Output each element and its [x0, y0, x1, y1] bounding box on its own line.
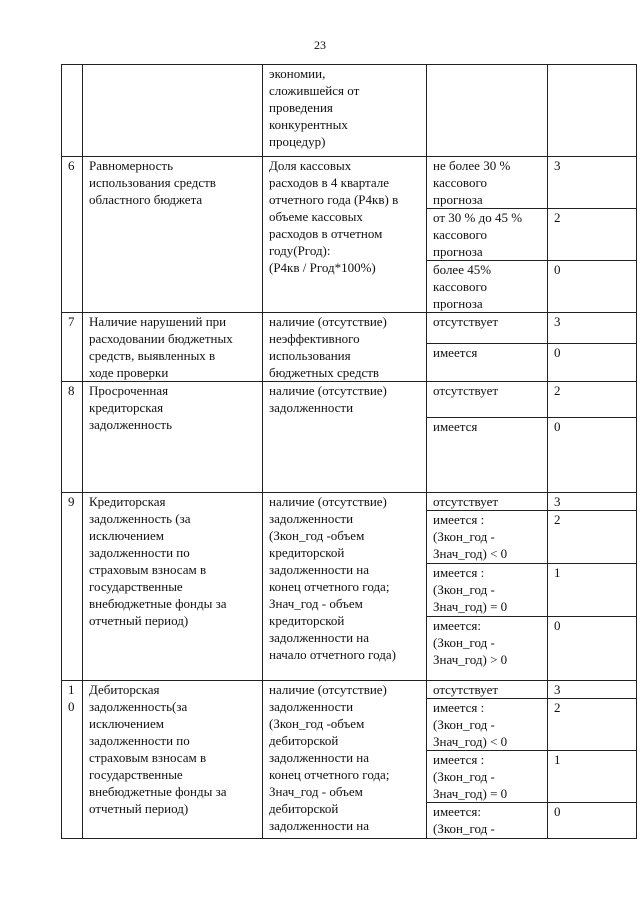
criterion-score: 0 — [548, 261, 637, 313]
criterion-score: 1 — [548, 564, 637, 617]
criterion-text: имеется : (Зкон_год - Знач_год) < 0 — [427, 699, 548, 751]
criterion-text: отсутствует — [427, 681, 548, 699]
criterion-score: 0 — [548, 344, 637, 382]
row-number — [62, 65, 83, 157]
criterion-text: от 30 % до 45 % кассового прогноза — [427, 209, 548, 261]
indicator-name: Кредиторская задолженность (за исключением задолженности по страховым взносам в государственные внебюджетные фонды за отчетный период) — [83, 493, 263, 681]
criterion-score — [548, 65, 637, 157]
criterion-score: 3 — [548, 493, 637, 511]
indicator-name: Равномерность использования средств областного бюджета — [83, 157, 263, 313]
criterion-text: имеется: (Зкон_год - Знач_год) > 0 — [427, 617, 548, 681]
criterion-score: 3 — [548, 157, 637, 209]
indicator-name: Дебиторская задолженность(за исключением задолженности по страховым взносам в государственные внебюджетные фонды за отчетный период) — [83, 681, 263, 839]
row-number: 1 0 — [62, 681, 83, 839]
criterion-score: 3 — [548, 313, 637, 344]
criterion-text: отсутствует — [427, 313, 548, 344]
evaluation-table — [61, 64, 637, 839]
page-number: 23 — [314, 38, 326, 52]
row-number: 9 — [62, 493, 83, 681]
indicator-formula: наличие (отсутствие) задолженности (Зкон_год -объем дебиторской задолженности на конец отчетного года; Знач_год - объем дебиторской задолженности на — [263, 681, 427, 839]
table-row — [62, 382, 637, 418]
criterion-score: 2 — [548, 209, 637, 261]
criterion-score: 2 — [548, 511, 637, 564]
criterion-score: 3 — [548, 681, 637, 699]
criterion-score: 2 — [548, 699, 637, 751]
criterion-text: имеется : (Зкон_год - Знач_год) = 0 — [427, 564, 548, 617]
criterion-text: имеется: (Зкон_год - — [427, 803, 548, 839]
criterion-text: имеется : (Зкон_год - Знач_год) = 0 — [427, 751, 548, 803]
criterion-score: 1 — [548, 751, 637, 803]
indicator-formula: экономии, сложившейся от проведения конкурентных процедур) — [263, 65, 427, 157]
indicator-formula: Доля кассовых расходов в 4 квартале отчетного года (Р4кв) в объеме кассовых расходов в отчетном году(Ргод): (Р4кв / Ргод*100%) — [263, 157, 427, 313]
indicator-formula: наличие (отсутствие) неэффективного использования бюджетных средств — [263, 313, 427, 382]
criterion-text: не более 30 % кассового прогноза — [427, 157, 548, 209]
table-row — [62, 313, 637, 344]
row-number: 6 — [62, 157, 83, 313]
criterion-score: 0 — [548, 803, 637, 839]
table-row — [62, 157, 637, 209]
table-row — [62, 681, 637, 699]
indicator-formula: наличие (отсутствие) задолженности — [263, 382, 427, 493]
criterion-text: более 45% кассового прогноза — [427, 261, 548, 313]
indicator-name — [83, 65, 263, 157]
criterion-text: имеется — [427, 344, 548, 382]
indicator-name: Наличие нарушений при расходовании бюджетных средств, выявленных в ходе проверки — [83, 313, 263, 382]
row-number: 8 — [62, 382, 83, 493]
criterion-text: имеется — [427, 418, 548, 493]
row-number: 7 — [62, 313, 83, 382]
criterion-score: 2 — [548, 382, 637, 418]
criterion-text: отсутствует — [427, 382, 548, 418]
criterion-text: имеется : (Зкон_год - Знач_год) < 0 — [427, 511, 548, 564]
indicator-name: Просроченная кредиторская задолженность — [83, 382, 263, 493]
table-row — [62, 65, 637, 157]
criterion-text — [427, 65, 548, 157]
table-row — [62, 493, 637, 511]
criterion-score: 0 — [548, 617, 637, 681]
indicator-formula: наличие (отсутствие) задолженности (Зкон_год -объем кредиторской задолженности на конец отчетного года; Знач_год - объем кредиторской задолженности на начало отчетного года) — [263, 493, 427, 681]
criterion-score: 0 — [548, 418, 637, 493]
criterion-text: отсутствует — [427, 493, 548, 511]
